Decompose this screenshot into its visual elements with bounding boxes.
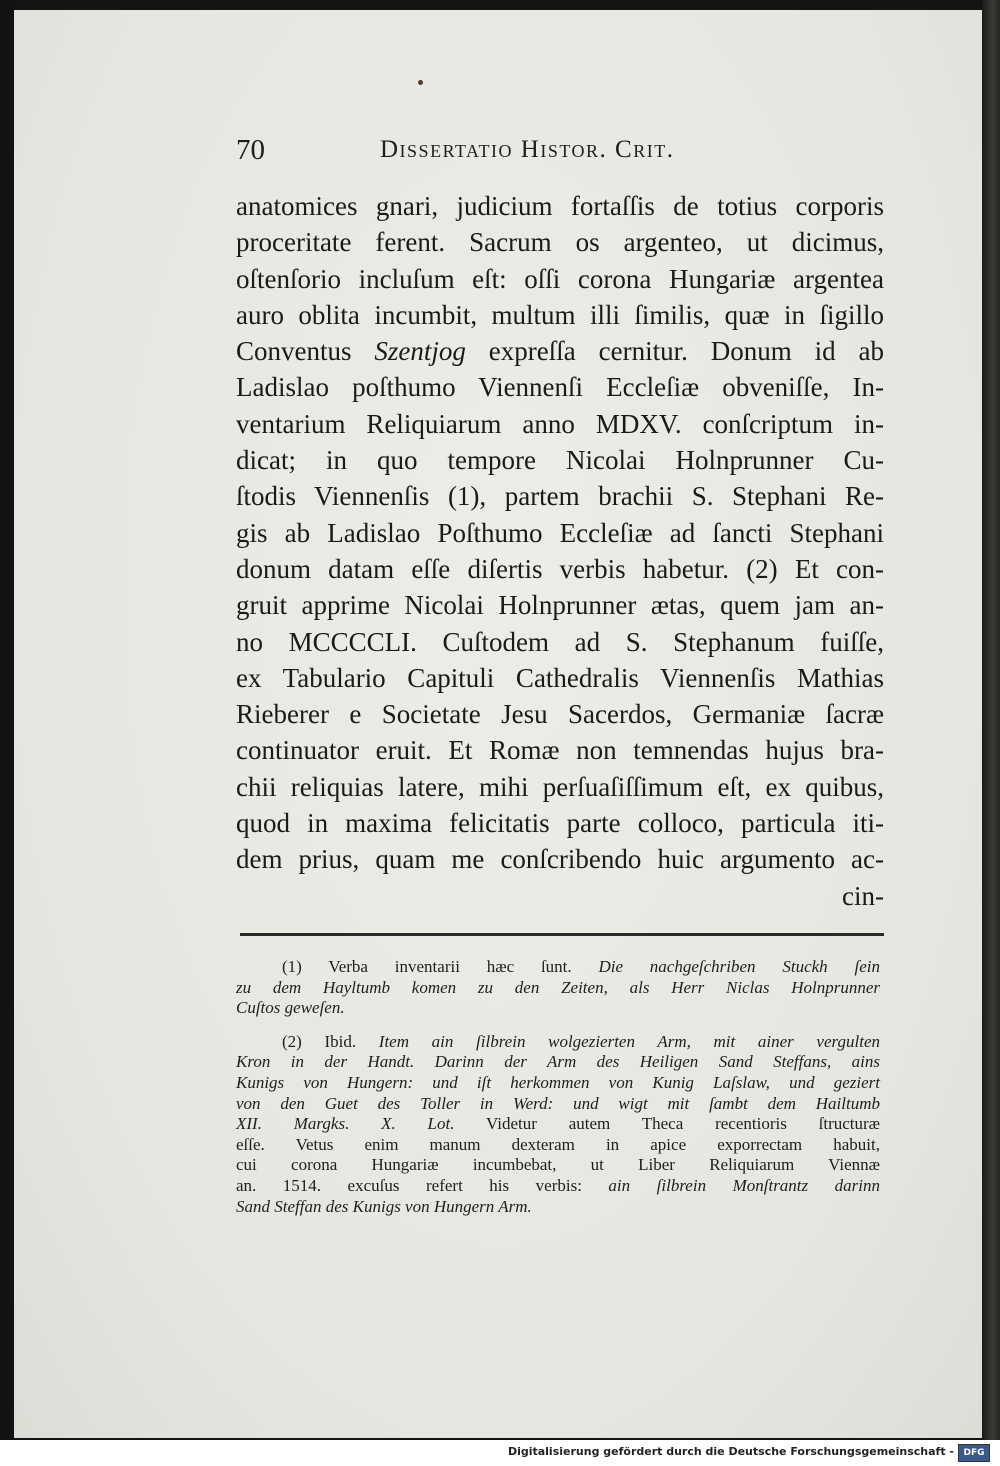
- text-line: ventarium Reliquiarum anno MDXV. conſcriptum in-: [236, 408, 884, 439]
- footnote: [236, 1032, 880, 1217]
- text-line: continuator eruit. Et Romæ non temnendas hujus bra-: [236, 735, 884, 766]
- text-line: donum datam eſſe diſertis verbis habetur. (2) Et con-: [236, 553, 884, 584]
- text-line: gis ab Ladislao Poſthumo Eccleſiæ ad ſancti Stephani: [236, 517, 884, 548]
- text-line: no MCCCCLI. Cuſtodem ad S. Stephanum fuiſſe,: [236, 626, 884, 657]
- footnote-line: (2) Ibid. Item ain ſilbrein wolgezierten Arm, mit ainer vergulten: [282, 1031, 880, 1051]
- text-line: quod in maxima felicitatis parte colloco, particula iti-: [236, 808, 884, 839]
- footnote-line: (1) Verba inventarii hæc ſunt. Die nachgeſchriben Stuckh ſein: [282, 957, 880, 976]
- text-line: proceritate ferent. Sacrum os argenteo, ut dicimus,: [236, 227, 884, 258]
- text-line: chii reliquias latere, mihi perſuaſiſſimum eſt, ex quibus,: [236, 771, 884, 802]
- text-line: Conventus Szentjog expreſſa cernitur. Donum id ab: [236, 336, 884, 367]
- text-line: ex Tabulario Capituli Cathedralis Viennenſis Mathias: [236, 662, 884, 693]
- main-text-block: [236, 188, 884, 914]
- text-line: dicat; in quo tempore Nicolai Holnprunner Cu-: [236, 445, 884, 476]
- ink-speck: [418, 80, 423, 85]
- footnote-line: Kron in der Handt. Darinn der Arm des Heiligen Sand Steffans, ains: [236, 1052, 880, 1072]
- text-line: Rieberer e Societate Jesu Sacerdos, Germaniæ ſacræ: [236, 699, 884, 730]
- footnote: [236, 957, 880, 1019]
- footnote-divider: [240, 933, 884, 936]
- footnote-line: cui corona Hungariæ incumbebat, ut Liber Reliquiarum Viennæ: [236, 1155, 880, 1175]
- text-line: gruit apprime Nicolai Holnprunner ætas, quem jam an-: [236, 590, 884, 621]
- text-line: auro oblita incumbit, multum illi ſimilis, quæ in ſigillo: [236, 299, 884, 330]
- footnote-line: zu dem Hayltumb komen zu den Zeiten, als Herr Niclas Holnprunner: [236, 977, 880, 997]
- scan-left-edge: [0, 0, 14, 1440]
- running-title: Dissertatio Histor. Crit.: [380, 136, 675, 163]
- scan-right-edge: [982, 0, 1000, 1440]
- footnote-line: eſſe. Vetus enim manum dexteram in apice exporrectam habuit,: [236, 1134, 880, 1154]
- footnote-line: XII. Margks. X. Lot. Videtur autem Theca recentioris ſtructuræ: [236, 1114, 880, 1134]
- page-header: [236, 134, 766, 170]
- footnote-line: Kunigs von Hungern: und iſt herkommen von Kunig Laſslaw, und geziert: [236, 1072, 880, 1092]
- footnote-line: von den Guet des Toller in Werd: und wigt mit ſambt dem Hailtumb: [236, 1093, 880, 1113]
- footnote-line: Cuſtos geweſen.: [236, 998, 345, 1018]
- text-line: Ladislao poſthumo Viennenſi Eccleſiæ obveniſſe, In-: [236, 372, 884, 403]
- funding-credit: Digitalisierung gefördert durch die Deutsche Forschungsgemeinschaft -: [507, 1445, 954, 1458]
- footnote-line: an. 1514. excuſus refert his verbis: ain ſilbrein Monſtrantz darinn: [236, 1175, 880, 1195]
- dfg-logo: DFG: [958, 1444, 990, 1462]
- digitization-footer: [0, 1440, 1000, 1466]
- text-line: oſtenſorio incluſum eſt: oſſi corona Hungariæ argentea: [236, 263, 884, 294]
- text-line: ſtodis Viennenſis (1), partem brachii S. Stephani Re-: [236, 481, 884, 512]
- footnote-line: Sand Steffan des Kunigs von Hungern Arm.: [236, 1196, 532, 1216]
- text-line: dem prius, quam me conſcribendo huic argumento ac-: [236, 844, 884, 875]
- page-number: 70: [236, 134, 265, 166]
- text-line: anatomices gnari, judicium fortaſſis de totius corporis: [236, 191, 884, 221]
- text-line: cin-: [842, 880, 884, 911]
- footnotes-block: [236, 957, 880, 1230]
